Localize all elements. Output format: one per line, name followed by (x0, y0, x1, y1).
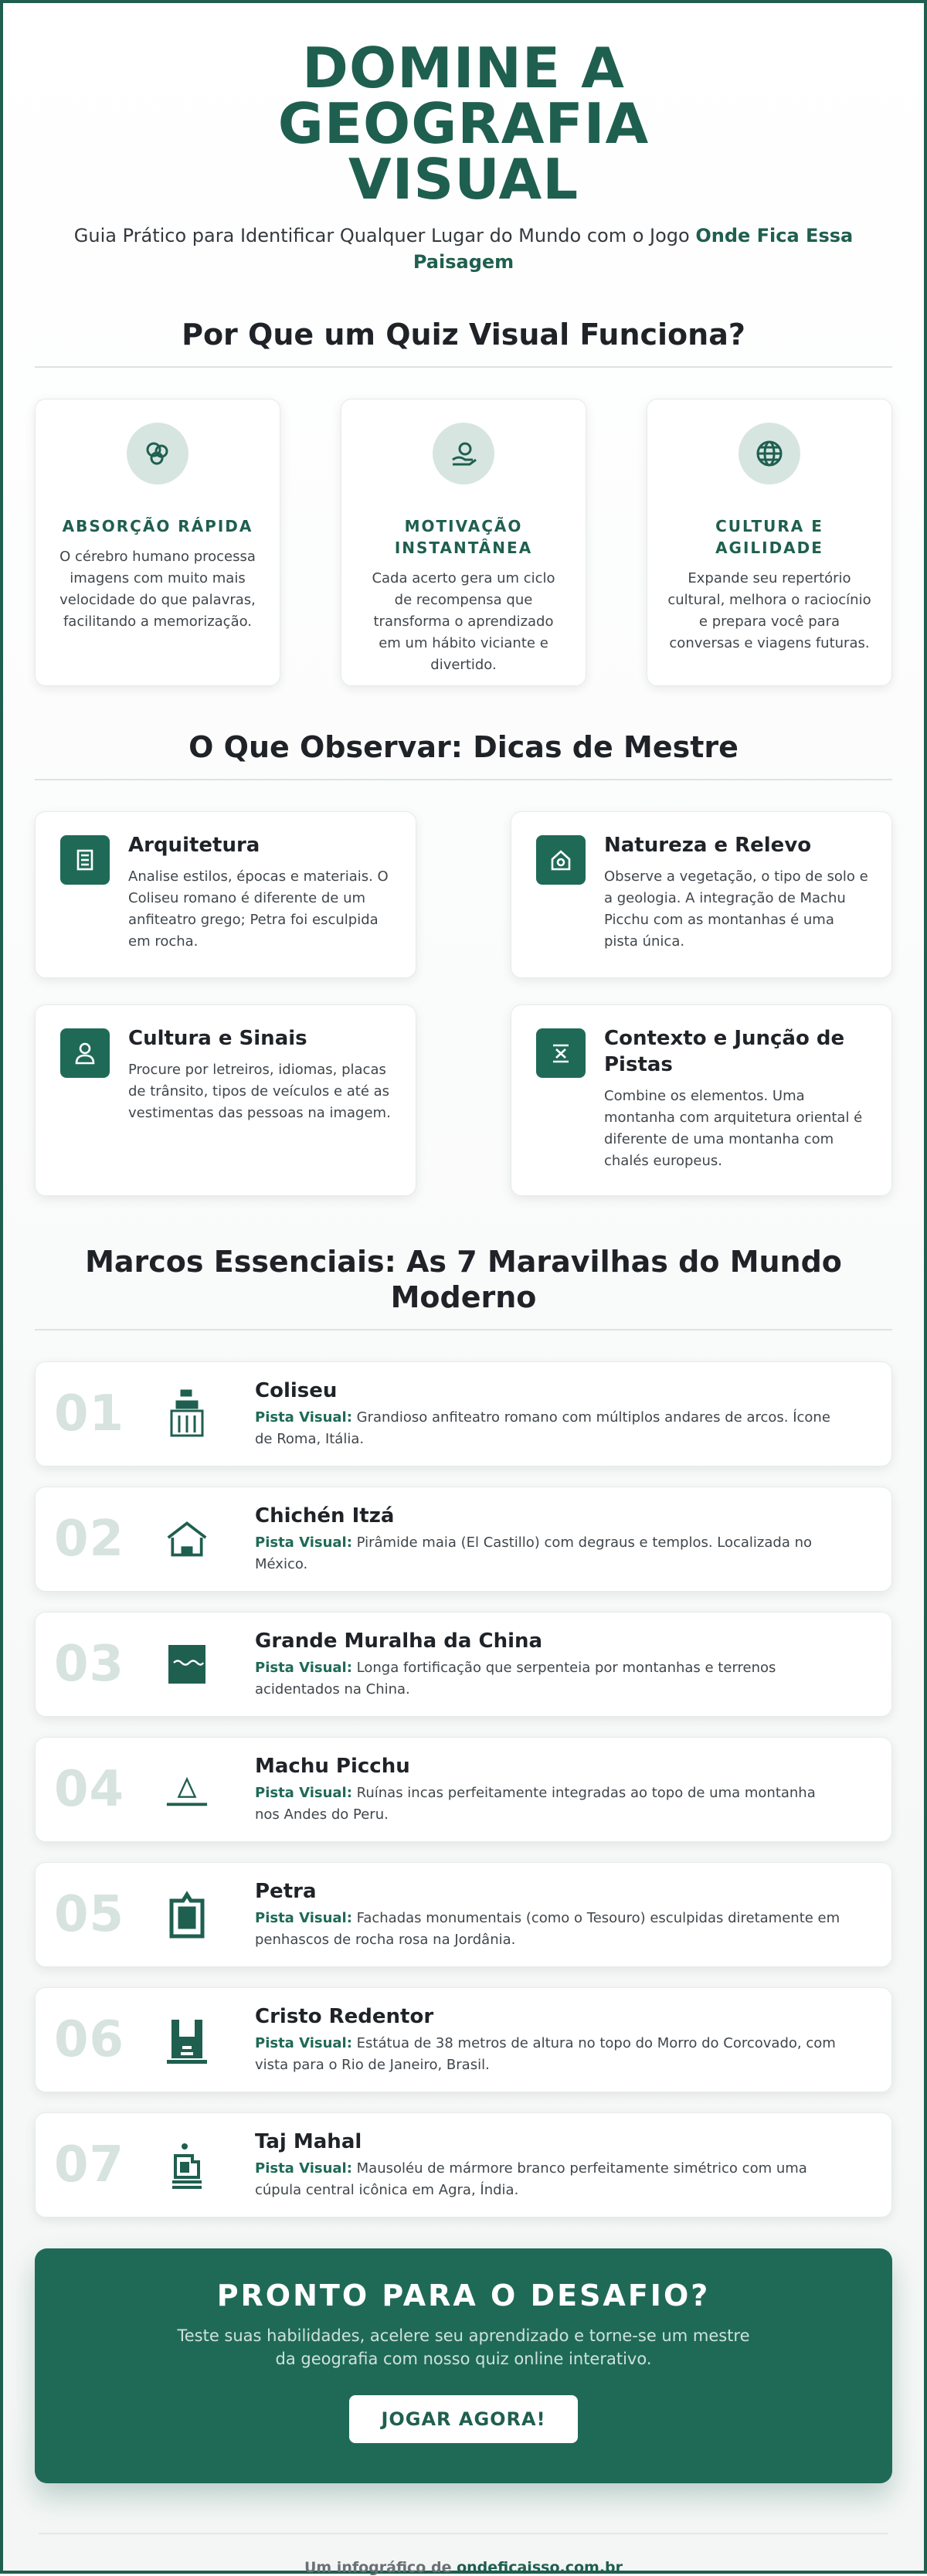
hint-text: Fachadas monumentais (como o Tesouro) esculpidas diretamente em penhascos de rocha rosa na Jordânia. (255, 1910, 840, 1948)
wonder-card (35, 1862, 892, 1967)
colosseum-icon (165, 1387, 209, 1441)
hint-label: Pista Visual: (255, 1785, 352, 1801)
tip-text: Combine os elementos. Uma montanha com arquitetura oriental é diferente de uma montanha com chalés europeus. (604, 1088, 863, 1169)
cta-title: PRONTO PARA O DESAFIO? (216, 2279, 711, 2313)
why-title: Por Que um Quiz Visual Funciona? (182, 318, 745, 352)
page-title: DOMINE A GEOGRAFIA VISUAL (277, 36, 650, 212)
wonder-card (35, 1987, 892, 2092)
why-card-title: MOTIVAÇÃO INSTANTÂNEA (394, 517, 533, 557)
person-icon (60, 1028, 110, 1078)
wonder-name: Machu Picchu (255, 1755, 410, 1778)
wonder-card (35, 2112, 892, 2217)
subtitle-text: Guia Prático para Identificar Qualquer Lugar do Mundo com o Jogo (73, 225, 696, 246)
wonder-name: Grande Muralha da China (255, 1630, 543, 1653)
cta-panel (35, 2248, 892, 2483)
tip-card-arquitetura (35, 811, 416, 978)
play-now-button[interactable]: JOGAR AGORA! (349, 2395, 578, 2443)
tip-title: Cultura e Sinais (128, 1027, 307, 1050)
statue-icon (165, 2013, 209, 2067)
wonder-card (35, 1737, 892, 1842)
wonder-hint (255, 1407, 842, 1450)
wonder-name: Coliseu (255, 1379, 338, 1402)
hint-text: Longa fortificação que serpenteia por montanhas e terrenos acidentados na China. (255, 1660, 776, 1698)
tips-section (35, 729, 892, 1196)
tip-text: Analise estilos, épocas e materiais. O Coliseu romano é diferente de um anfiteatro grego; Petra foi esculpida em rocha. (128, 868, 389, 950)
wonder-number: 02 (54, 1511, 125, 1568)
wonder-card (35, 1612, 892, 1717)
wonder-card (35, 1487, 892, 1592)
facade-icon (165, 1888, 209, 1942)
hint-text: Estátua de 38 metros de altura no topo do Morro do Corcovado, com vista para o Rio de Janeiro, Brasil. (255, 2035, 836, 2073)
divider (35, 1329, 892, 1330)
wonder-number: 03 (54, 1636, 125, 1693)
hint-label: Pista Visual: (255, 2035, 352, 2051)
divider (35, 779, 892, 780)
wonder-number: 06 (54, 2011, 125, 2068)
tip-title: Arquitetura (128, 834, 260, 857)
subtitle-brand: Onde Fica Essa Paisagem (413, 225, 854, 273)
wonder-hint (255, 2033, 842, 2076)
building-icon (60, 835, 110, 885)
pyramid-icon (165, 1512, 209, 1566)
tip-title: Natureza e Relevo (604, 834, 812, 857)
wonder-hint (255, 2158, 842, 2201)
wonder-number: 04 (54, 1761, 125, 1818)
why-card-text: O cérebro humano processa imagens com muito mais velocidade do que palavras, facilitando a memorização. (59, 549, 256, 630)
wonder-hint (255, 1908, 842, 1951)
why-card-absorcao (35, 399, 280, 686)
footer-site-link[interactable]: ondeficaisso.com.br (457, 2559, 623, 2576)
hint-label: Pista Visual: (255, 1409, 352, 1426)
wonder-hint (255, 1532, 842, 1575)
wonders-section (35, 1244, 892, 2217)
hint-label: Pista Visual: (255, 1910, 352, 1926)
clue-merge-icon (536, 1028, 586, 1078)
globe-icon (739, 423, 800, 484)
wonder-number: 05 (54, 1886, 125, 1943)
wonder-hint (255, 1657, 842, 1701)
hint-label: Pista Visual: (255, 2160, 352, 2177)
tip-card-cultura (35, 1004, 416, 1196)
brain-icon (127, 423, 188, 484)
page-subtitle (70, 223, 857, 275)
wonder-number: 07 (54, 2136, 125, 2194)
wonder-name: Petra (255, 1880, 317, 1903)
wonder-hint (255, 1782, 842, 1826)
mountain-icon (165, 1762, 209, 1816)
why-card-title: CULTURA E AGILIDADE (715, 517, 823, 557)
footer-prefix: Um infográfico de (304, 2559, 457, 2576)
wonder-name: Cristo Redentor (255, 2005, 434, 2028)
tip-text: Observe a vegetação, o tipo de solo e a geologia. A integração de Machu Picchu com as montanhas é uma pista única. (604, 868, 868, 950)
hint-text: Grandioso anfiteatro romano com múltiplos andares de arcos. Ícone de Roma, Itália. (255, 1409, 830, 1447)
wonder-card (35, 1361, 892, 1466)
why-card-text: Cada acerto gera um ciclo de recompensa que transforma o aprendizado em um hábito viciante e divertido. (372, 570, 555, 673)
wonder-number: 01 (54, 1385, 125, 1443)
why-card-motivacao (341, 399, 586, 686)
home-mountain-icon (536, 835, 586, 885)
hint-text: Pirâmide maia (El Castillo) com degraus e templos. Localizada no México. (255, 1534, 813, 1572)
tip-text: Procure por letreiros, idiomas, placas de trânsito, tipos de veículos e até as vestimentas das pessoas na imagem. (128, 1062, 391, 1121)
wonder-name: Taj Mahal (255, 2130, 362, 2153)
why-card-cultura (647, 399, 892, 686)
wall-icon (165, 1637, 209, 1691)
why-card-text: Expande seu repertório cultural, melhora o raciocínio e prepara você para conversas e viagens futuras. (667, 570, 871, 651)
hint-text: Mausoléu de mármore branco perfeitamente simétrico com uma cúpula central icônica em Agra, Índia. (255, 2160, 807, 2198)
hint-label: Pista Visual: (255, 1534, 352, 1551)
cta-text: Teste suas habilidades, acelere seu aprendizado e torne-se um mestre da geografia com nosso quiz online interativo. (177, 2326, 750, 2368)
mausoleum-icon (165, 2138, 209, 2192)
hint-label: Pista Visual: (255, 1660, 352, 1676)
why-card-title: ABSORÇÃO RÁPIDA (62, 517, 253, 535)
hand-heart-icon (433, 423, 494, 484)
tip-card-contexto (511, 1004, 892, 1196)
footer-divider (39, 2533, 888, 2534)
why-section (35, 317, 892, 686)
tip-title: Contexto e Junção de Pistas (604, 1027, 845, 1076)
tips-title: O Que Observar: Dicas de Mestre (188, 730, 739, 764)
divider (35, 366, 892, 368)
tip-card-natureza (511, 811, 892, 978)
wonder-name: Chichén Itzá (255, 1504, 395, 1528)
hint-text: Ruínas incas perfeitamente integradas ao topo de uma montanha nos Andes do Peru. (255, 1785, 816, 1823)
wonders-title: Marcos Essenciais: As 7 Maravilhas do Mundo Moderno (85, 1245, 842, 1314)
